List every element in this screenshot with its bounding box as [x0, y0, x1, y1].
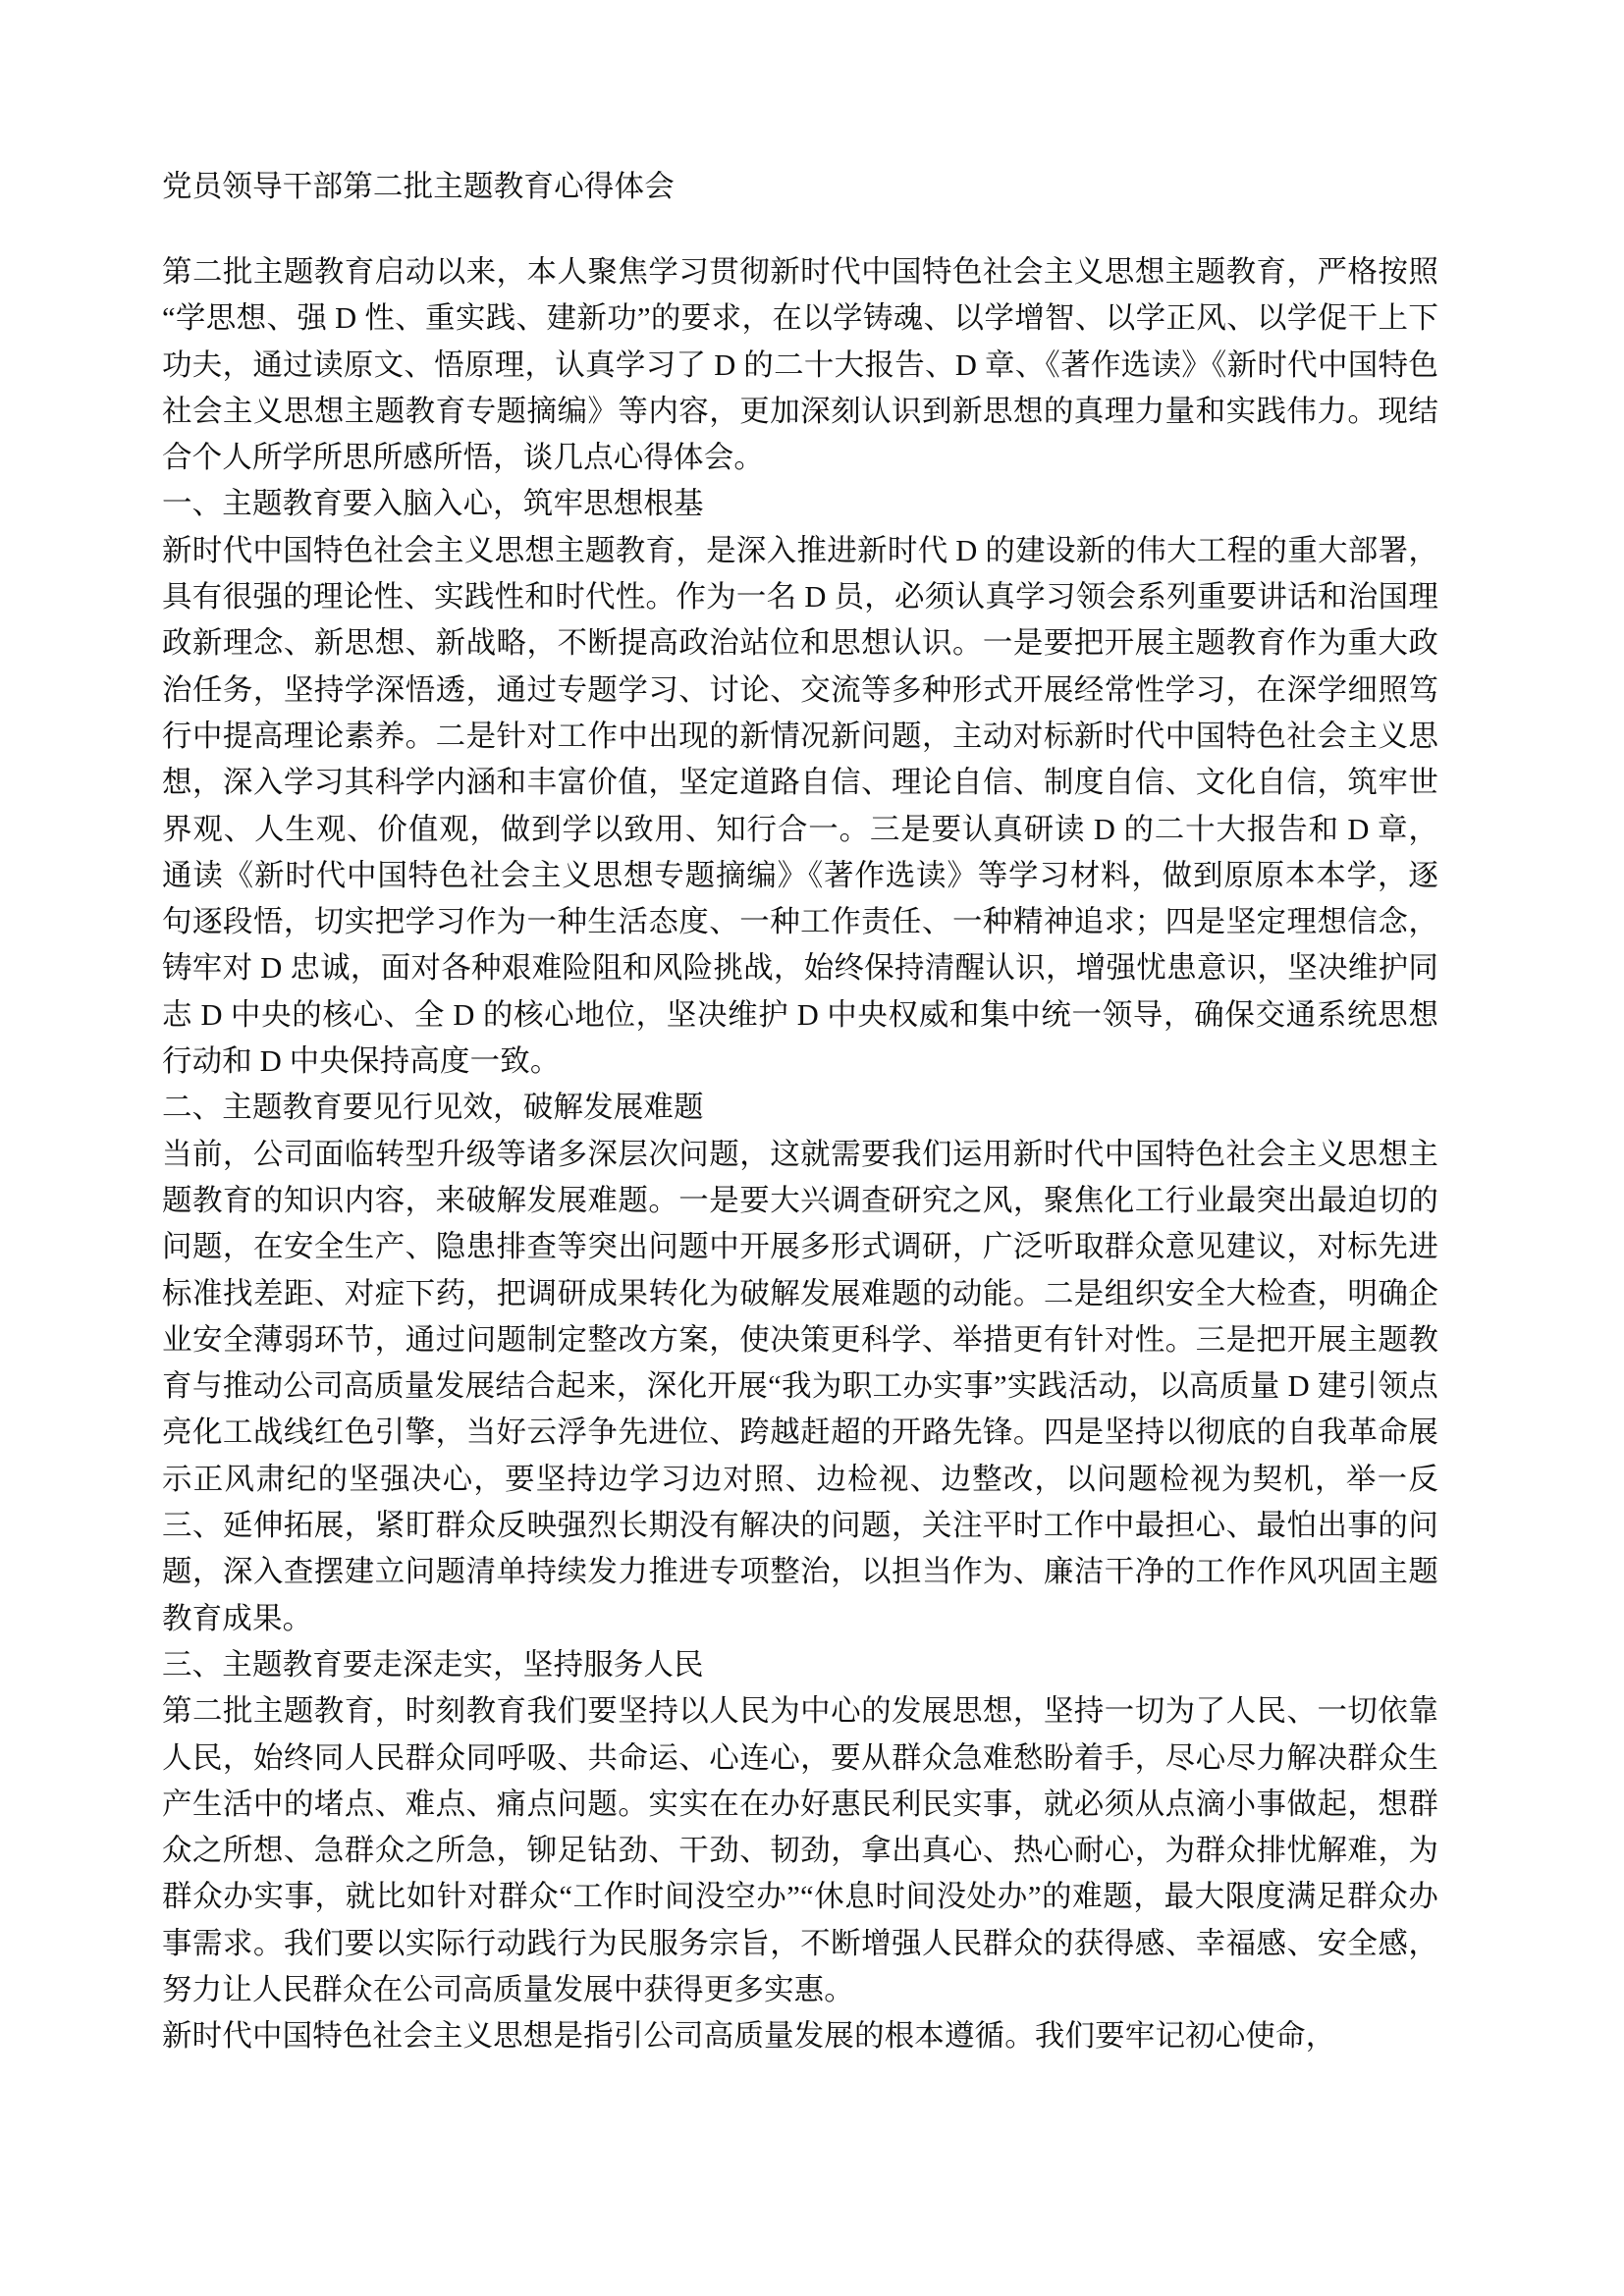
section-heading-3: 三、主题教育要走深走实，坚持服务人民	[162, 1647, 704, 1682]
section-body-2: 当前，公司面临转型升级等诸多深层次问题，这就需要我们运用新时代中国特色社会主义思想主题教育的知识内容，来破解发展难题。一是要大兴调查研究之风，聚焦化工行业最突出最迫切的问题，在安全生产、隐患排查等突出问题中开展多形式调研，广泛听取群众意见建议，对标先进标准找差距、对症下药，把调研成果转化为破解发展难题的动能。二是组织安全大检查，明确企业安全薄弱环节，通过问题制定整改方案，使决策更科学、举措更有针对性。三是把开展主题教育与推动公司高质量发展结合起来，深化开展“我为职工办实事”实践活动，以高质量 D 建引领点亮化工战线红色引擎，当好云浮争先进位、跨越赶超的开路先锋。四是坚持以彻底的自我革命展示正风肃纪的坚强决心，要坚持边学习边对照、边检视、边整改，以问题检视为契机，举一反三、延伸拓展，紧盯群众反映强烈长期没有解决的问题，关注平时工作中最担心、最怕出事的问题，深入查摆建立问题清单持续发力推进专项整治，以担当作为、廉洁干净的工作作风巩固主题教育成果。	[162, 1137, 1438, 1635]
document-text-column	[162, 165, 1438, 2060]
section-body-3: 第二批主题教育，时刻教育我们要坚持以人民为中心的发展思想，坚持一切为了人民、一切依靠人民，始终同人民群众同呼吸、共命运、心连心，要从群众急难愁盼着手，尽心尽力解决群众生产生活中的堵点、难点、痛点问题。实实在在办好惠民利民实事，就必须从点滴小事做起，想群众之所想、急群众之所急，铆足钻劲、干劲、韧劲，拿出真心、热心耐心，为群众排忧解难，为群众办实事，就比如针对群众“工作时间没空办”“休息时间没处办”的难题，最大限度满足群众办事需求。我们要以实际行动践行为民服务宗旨，不断增强人民群众的获得感、幸福感、安全感，努力让人民群众在公司高质量发展中获得更多实惠。	[162, 1694, 1438, 2006]
section-heading-1: 一、主题教育要入脑入心，筑牢思想根基	[162, 487, 704, 521]
closing-paragraph: 新时代中国特色社会主义思想是指引公司高质量发展的根本遵循。我们要牢记初心使命，	[162, 2019, 1336, 2054]
section-heading-2: 二、主题教育要见行见效，破解发展难题	[162, 1091, 704, 1125]
section-body-1: 新时代中国特色社会主义思想主题教育，是深入推进新时代 D 的建设新的伟大工程的重大部署，具有很强的理论性、实践性和时代性。作为一名 D 员，必须认真学习领会系列重要讲话和治国理政新理念、新思想、新战略，不断提高政治站位和思想认识。一是要把开展主题教育作为重大政治任务，坚持学深悟透，通过专题学习、讨论、交流等多种形式开展经常性学习，在深学细照笃行中提高理论素养。二是针对工作中出现的新情况新问题，主动对标新时代中国特色社会主义思想，深入学习其科学内涵和丰富价值，坚定道路自信、理论自信、制度自信、文化自信，筑牢世界观、人生观、价值观，做到学以致用、知行合一。三是要认真研读 D 的二十大报告和 D 章，通读《新时代中国特色社会主义思想专题摘编》《著作选读》等学习材料，做到原原本本学，逐句逐段悟，切实把学习作为一种生活态度、一种工作责任、一种精神追求；四是坚定理想信念，铸牢对 D 忠诚，面对各种艰难险阻和风险挑战，始终保持清醒认识，增强忧患意识，坚决维护同志 D 中央的核心、全 D 的核心地位，坚决维护 D 中央权威和集中统一领导，确保交通系统思想行动和 D 中央保持高度一致。	[162, 533, 1438, 1079]
intro-paragraph: 第二批主题教育启动以来，本人聚焦学习贯彻新时代中国特色社会主义思想主题教育，严格按照“学思想、强 D 性、重实践、建新功”的要求，在以学铸魂、以学增智、以学正风、以学促干上下功夫，通过读原文、悟原理，认真学习了 D 的二十大报告、D 章、《著作选读》《新时代中国特色社会主义思想主题教育专题摘编》等内容，更加深刻认识到新思想的真理力量和实践伟力。现结合个人所学所思所感所悟，谈几点心得体会。	[162, 255, 1438, 475]
page-title: 党员领导干部第二批主题教育心得体会	[162, 170, 675, 203]
